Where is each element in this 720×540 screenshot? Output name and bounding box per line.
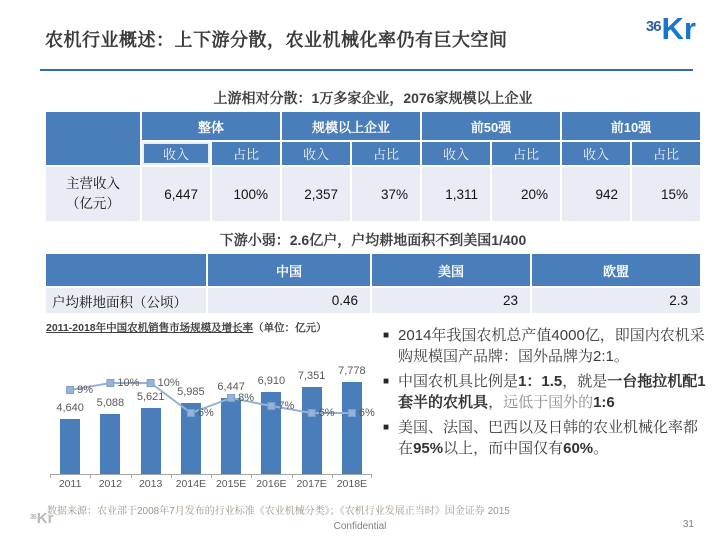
market-size-chart xyxy=(38,320,382,496)
bullet-item xyxy=(383,417,711,459)
chart-growth-rate-label: 6% xyxy=(197,407,214,419)
table1-group-above-scale: 规模以上企业 xyxy=(281,111,421,141)
table2-header-eu: 欧盟 xyxy=(531,253,701,287)
bullet-text: 美国、法国、巴西以及日韩的农业机械化率都在95%以上，而中国仅有60%。 xyxy=(398,419,699,457)
chart-x-tick-label: 2011 xyxy=(58,478,82,490)
chart-x-tick-label: 2012 xyxy=(98,478,123,490)
chart-x-tick-label: 2016E xyxy=(256,478,287,490)
table1-value: 37% xyxy=(351,166,421,222)
table1-corner-cell xyxy=(45,111,141,166)
upstream-revenue-table xyxy=(44,110,702,223)
table1-group-top10: 前10强 xyxy=(561,111,701,141)
bullet-text: 中国农机具比例是1：1.5，就是一台拖拉机配1套半的农机具，远低于国外的1:6 xyxy=(398,373,706,411)
chart-line-marker-icon xyxy=(348,410,355,417)
key-points-list xyxy=(383,325,711,463)
chart-x-tick-label: 2014E xyxy=(175,478,207,490)
table1-value: 942 xyxy=(561,166,631,222)
bullet-square-icon: ■ xyxy=(383,422,390,433)
chart-line-marker-icon xyxy=(107,380,114,387)
table1-value: 6,447 xyxy=(141,166,211,222)
table1-subheader: 收入 xyxy=(141,141,211,166)
page-number: 31 xyxy=(682,519,694,530)
table1-subheader: 收入 xyxy=(561,141,631,166)
brand-logo-36kr xyxy=(645,11,696,46)
chart-bar-value-label: 4,640 xyxy=(56,402,84,414)
logo-36-text: 36 xyxy=(645,18,661,35)
chart-title-unit: （单位：亿元） xyxy=(253,322,327,334)
footer-logo-kr-text: Kr xyxy=(36,510,54,527)
chart-title-main: 2011-2018年中国农机销售市场规模及增长率 xyxy=(46,322,254,334)
chart-bar-value-label: 5,621 xyxy=(136,391,165,403)
table1-subheader: 占比 xyxy=(211,141,281,166)
chart-growth-rate-label: 8% xyxy=(238,392,255,404)
table1-subheader: 占比 xyxy=(351,141,421,166)
chart-x-tick-label: 2017E xyxy=(296,478,327,490)
table1-value: 1,311 xyxy=(421,166,491,222)
table1-group-top50: 前50强 xyxy=(421,111,561,141)
table1-row-label-line2: （亿元） xyxy=(66,196,120,211)
chart-line-marker-icon xyxy=(187,410,194,417)
table1-subheader: 收入 xyxy=(421,141,491,166)
table2-value: 23 xyxy=(371,287,531,314)
footer-logo-36-text: 36 xyxy=(30,514,36,521)
confidential-label: Confidential xyxy=(333,521,387,532)
table2-row-label: 户均耕地面积（公顷） xyxy=(45,287,207,314)
chart-line-marker-icon xyxy=(147,380,154,387)
table2-value: 2.3 xyxy=(531,287,701,314)
chart-line-marker-icon xyxy=(268,403,275,410)
table1-row-label xyxy=(45,166,141,222)
chart-growth-rate-label: 6% xyxy=(318,407,335,419)
upstream-subtitle: 上游相对分散：1万多家企业，2076家规模以上企业 xyxy=(213,90,533,106)
chart-plot-area xyxy=(50,344,375,475)
table1-subheader: 占比 xyxy=(631,141,701,166)
bullet-item xyxy=(383,371,711,413)
chart-growth-rate-label: 6% xyxy=(358,407,375,419)
chart-line-marker-icon xyxy=(67,387,74,394)
chart-x-tick-label: 2018E xyxy=(336,478,368,490)
downstream-subtitle: 下游小弱：2.6亿户，户均耕地面积不到美国1/400 xyxy=(219,232,527,248)
data-source-note: 数据来源：农业部于2008年7月发布的行业标准《农业机械分类》；《农机行业发展正当时》国金证券 2015 xyxy=(47,506,510,517)
chart-bar-value-label: 7,351 xyxy=(297,370,326,382)
chart-line-marker-icon xyxy=(308,410,315,417)
chart-growth-rate-label: 7% xyxy=(278,400,295,412)
table2-corner-cell xyxy=(45,253,207,287)
chart-bar-value-label: 5,088 xyxy=(96,397,125,409)
bullet-square-icon: ■ xyxy=(383,330,390,341)
table2-value: 0.46 xyxy=(207,287,371,314)
table1-value: 100% xyxy=(211,166,281,222)
table2-header-usa: 美国 xyxy=(371,253,531,287)
table1-group-overall: 整体 xyxy=(141,111,281,141)
bullet-item xyxy=(383,325,711,367)
chart-x-tick-label: 2013 xyxy=(138,478,163,490)
chart-x-axis-labels xyxy=(50,478,372,492)
table2-header-china: 中国 xyxy=(207,253,371,287)
chart-x-tick-label: 2015E xyxy=(215,478,247,490)
table1-row-label-line1: 主营收入 xyxy=(66,175,120,191)
chart-growth-rate-label: 10% xyxy=(117,377,140,389)
chart-growth-rate-label: 10% xyxy=(157,377,180,389)
bullet-text: 2014年我国农机总产值4000亿，即国内农机采购规模国产品牌：国外品牌为2:1。 xyxy=(398,327,705,365)
chart-growth-rate-label: 9% xyxy=(77,384,94,396)
bullet-square-icon: ■ xyxy=(383,376,390,387)
chart-title xyxy=(38,320,382,335)
chart-bar-value-label: 7,778 xyxy=(338,365,366,377)
table1-subheader: 收入 xyxy=(281,141,351,166)
title-divider xyxy=(40,69,693,71)
chart-bar-value-label: 6,447 xyxy=(217,381,245,393)
chart-bar-value-label: 6,910 xyxy=(257,375,286,387)
table1-value: 2,357 xyxy=(281,166,351,222)
downstream-land-table xyxy=(44,252,702,315)
chart-bar-value-label: 5,985 xyxy=(177,386,205,398)
table1-subheader: 占比 xyxy=(491,141,561,166)
logo-kr-text: Kr xyxy=(661,11,696,46)
table1-value: 20% xyxy=(491,166,561,222)
table1-value: 15% xyxy=(631,166,701,222)
page-title: 农机行业概述：上下游分散，农业机械化率仍有巨大空间 xyxy=(45,30,508,50)
chart-line-marker-icon xyxy=(228,395,235,402)
